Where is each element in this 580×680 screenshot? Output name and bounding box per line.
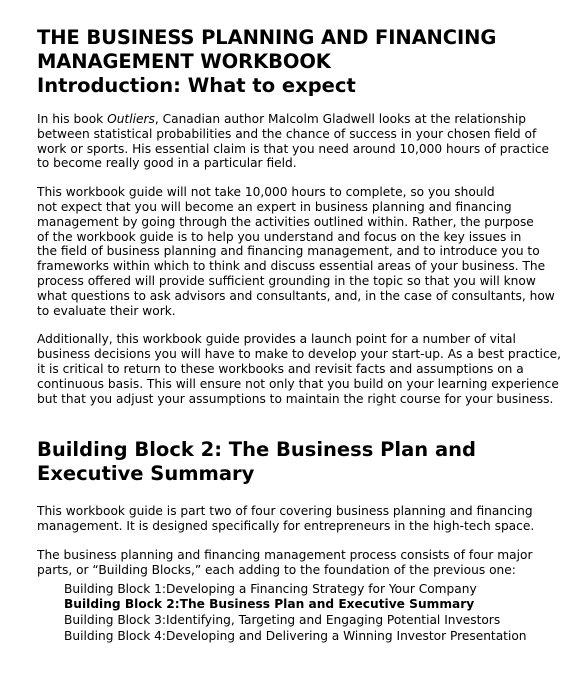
paragraph-line: frameworks within which to think and discuss essential areas of your business. The xyxy=(37,259,546,274)
building-block-number: Building Block 4: xyxy=(64,628,167,643)
paragraph-line: not expect that you will become an expert in business planning and financing xyxy=(37,199,512,214)
text-run: In his book xyxy=(37,112,108,126)
intro-paragraph-3 xyxy=(37,332,560,406)
building-block-name: Identifying, Targeting and Engaging Potential Investors xyxy=(166,613,501,628)
building-block-name: Developing and Delivering a Winning Investor Presentation xyxy=(166,628,527,643)
building-block-heading xyxy=(37,438,560,486)
paragraph-line: what questions to ask advisors and consultants, and, in the case of consultants, how xyxy=(37,288,555,303)
building-block-item-current xyxy=(64,597,560,613)
building-block-number: Building Block 3: xyxy=(64,613,167,628)
heading-line: Executive Summary xyxy=(37,462,255,486)
building-block-item xyxy=(64,629,560,645)
intro-paragraph-2 xyxy=(37,185,560,318)
building-blocks-list xyxy=(64,582,560,645)
paragraph-line: but that you adjust your assumptions to maintain the right course for your business. xyxy=(37,391,554,406)
paragraph-line: This workbook guide is part two of four covering business planning and financing xyxy=(37,504,533,519)
paragraph-line: to become really good in a particular field. xyxy=(37,156,297,171)
building-block-item xyxy=(64,613,560,629)
paragraph-line: the field of business planning and financing management, and to introduce you to xyxy=(37,244,540,259)
building-block-name: The Business Plan and Executive Summary xyxy=(179,597,475,612)
paragraph-line: Additionally, this workbook guide provides a launch point for a number of vital xyxy=(37,332,516,347)
paragraph-line: management. It is designed specifically for entrepreneurs in the high-tech space. xyxy=(37,519,535,534)
paragraph-line: parts, or “Building Blocks,” each adding to the foundation of the previous one: xyxy=(37,562,516,577)
paragraph-line xyxy=(37,112,560,127)
section-paragraph-1 xyxy=(37,504,560,534)
document-title xyxy=(37,26,560,74)
title-line: THE BUSINESS PLANNING AND FINANCING xyxy=(37,26,497,49)
paragraph-line: This workbook guide will not take 10,000 hours to complete, so you should xyxy=(37,185,495,200)
paragraph-line: management by going through the activities outlined within. Rather, the purpose xyxy=(37,214,534,229)
heading-line: Building Block 2: The Business Plan and xyxy=(37,438,476,462)
building-block-number: Building Block 2: xyxy=(64,597,180,612)
paragraph-line: process offered will provide sufficient grounding in the topic so that you will know xyxy=(37,273,536,288)
book-title: Outliers xyxy=(107,112,155,126)
building-block-name: Developing a Financing Strategy for Your Company xyxy=(166,581,477,596)
paragraph-line: of the workbook guide is to help you understand and focus on the key issues in xyxy=(37,229,522,244)
building-block-item xyxy=(64,582,560,598)
text-run: , Canadian author Malcolm Gladwell looks at the relationship xyxy=(154,112,527,126)
building-block-number: Building Block 1: xyxy=(64,581,167,596)
paragraph-line: between statistical probabilities and the chance of success in your chosen field of xyxy=(37,126,537,141)
paragraph-line: to evaluate their work. xyxy=(37,303,176,318)
paragraph-line: continuous basis. This will ensure not only that you build on your learning experience xyxy=(37,376,559,391)
intro-paragraph-1 xyxy=(37,112,560,171)
title-line: MANAGEMENT WORKBOOK xyxy=(37,50,331,73)
paragraph-line: work or sports. His essential claim is that you need around 10,000 hours of practice xyxy=(37,141,550,156)
section-subtitle: Introduction: What to expect xyxy=(37,74,356,97)
section-paragraph-2 xyxy=(37,548,560,578)
paragraph-line: it is critical to return to these workbooks and revisit facts and assumptions on a xyxy=(37,361,524,376)
paragraph-line: The business planning and financing management process consists of four major xyxy=(37,547,533,562)
paragraph-line: business decisions you will have to make to develop your start-up. As a best practice, xyxy=(37,347,562,362)
